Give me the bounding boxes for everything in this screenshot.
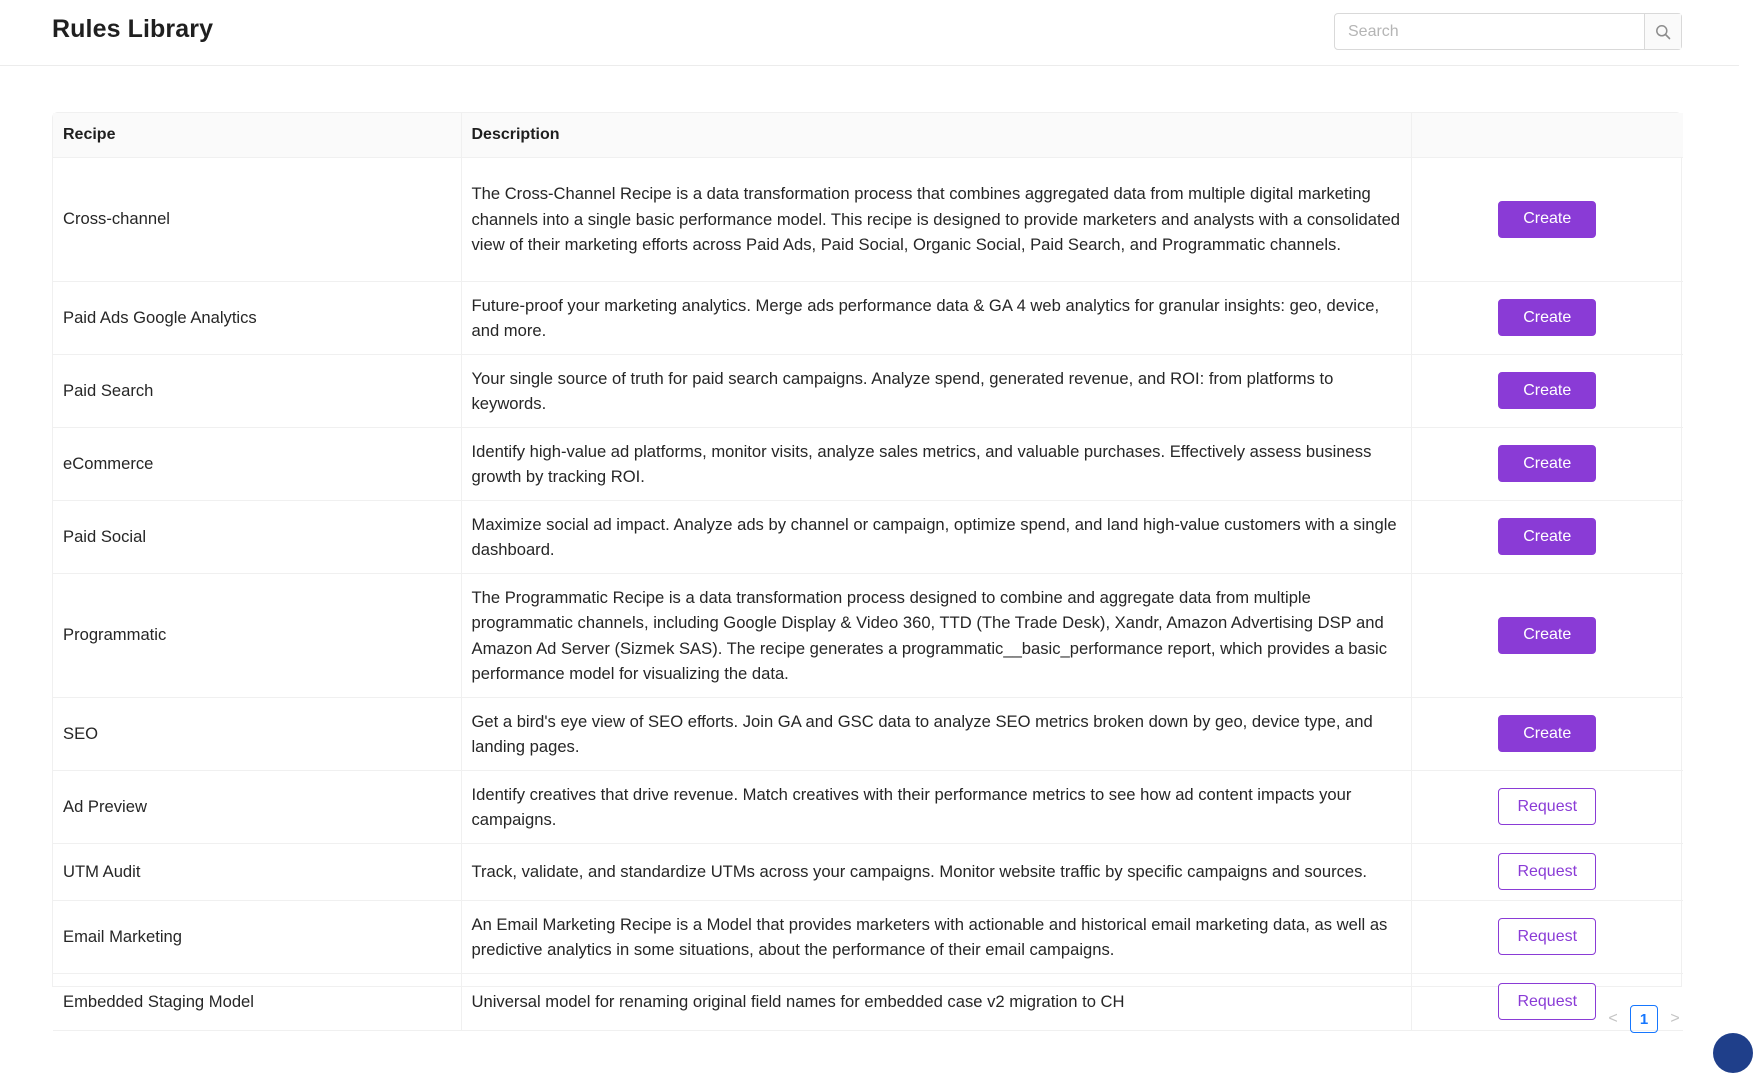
top-bar — [0, 0, 1739, 66]
recipe-name: Paid Social — [53, 500, 461, 573]
recipe-description: The Programmatic Recipe is a data transformation process designed to combine and aggregate data from multiple programmatic channels, including Google Display & Video 360, TTD (The Trade Desk), Xandr, Amazon Advertising DSP and Amazon Ad Server (Sizmek SAS). The recipe generates a programmatic__basic_performance report, which provides a basic performance model for visualizing the data. — [461, 573, 1411, 697]
search-icon — [1655, 24, 1671, 40]
recipe-name: Ad Preview — [53, 770, 461, 843]
action-cell — [1411, 354, 1683, 427]
table-row — [53, 973, 1683, 1030]
table-row — [53, 500, 1683, 573]
recipe-description: Maximize social ad impact. Analyze ads by channel or campaign, optimize spend, and land high-value customers with a single dashboard. — [461, 500, 1411, 573]
action-cell — [1411, 900, 1683, 973]
request-button[interactable]: Request — [1498, 983, 1596, 1020]
table-row — [53, 900, 1683, 973]
search-box — [1334, 13, 1682, 50]
create-button[interactable]: Create — [1498, 715, 1596, 752]
action-cell — [1411, 770, 1683, 843]
table-row — [53, 354, 1683, 427]
recipe-description: Universal model for renaming original field names for embedded case v2 migration to CH — [461, 973, 1411, 1030]
recipe-name: Programmatic — [53, 573, 461, 697]
column-header-action — [1411, 113, 1683, 157]
request-button[interactable]: Request — [1498, 788, 1596, 825]
table-row — [53, 770, 1683, 843]
recipe-description: Get a bird's eye view of SEO efforts. Join GA and GSC data to analyze SEO metrics broken down by geo, device type, and landing pages. — [461, 697, 1411, 770]
create-button[interactable]: Create — [1498, 617, 1596, 654]
table-row — [53, 843, 1683, 900]
table-row — [53, 281, 1683, 354]
corner-decoration — [1713, 1033, 1753, 1073]
table-row — [53, 427, 1683, 500]
create-button[interactable]: Create — [1498, 518, 1596, 555]
table-row — [53, 697, 1683, 770]
recipe-description: An Email Marketing Recipe is a Model that provides marketers with actionable and historical email marketing data, as well as predictive analytics in some situations, about the performance of their email campaigns. — [461, 900, 1411, 973]
recipe-description: Identify high-value ad platforms, monitor visits, analyze sales metrics, and valuable purchases. Effectively assess business growth by tracking ROI. — [461, 427, 1411, 500]
recipe-name: UTM Audit — [53, 843, 461, 900]
action-cell — [1411, 573, 1683, 697]
recipe-name: Paid Ads Google Analytics — [53, 281, 461, 354]
table-row — [53, 573, 1683, 697]
recipe-name: eCommerce — [53, 427, 461, 500]
create-button[interactable]: Create — [1498, 445, 1596, 482]
action-cell — [1411, 843, 1683, 900]
request-button[interactable]: Request — [1498, 853, 1596, 890]
recipe-name: Embedded Staging Model — [53, 973, 461, 1030]
table-header-row — [53, 113, 1683, 157]
pagination-page-1[interactable]: 1 — [1630, 1005, 1658, 1033]
pagination — [1600, 1005, 1688, 1033]
recipe-name: Email Marketing — [53, 900, 461, 973]
recipe-name: Cross-channel — [53, 157, 461, 281]
create-button[interactable]: Create — [1498, 201, 1596, 238]
page-title: Rules Library — [52, 15, 214, 43]
pagination-prev-button[interactable]: < — [1608, 1010, 1618, 1027]
column-header-description: Description — [461, 113, 1411, 157]
recipe-description: Future-proof your marketing analytics. Merge ads performance data & GA 4 web analytics for granular insights: geo, device, and more. — [461, 281, 1411, 354]
recipe-description: The Cross-Channel Recipe is a data transformation process that combines aggregated data from multiple digital marketing channels into a single basic performance model. This recipe is designed to provide marketers and analysts with a consolidated view of their marketing efforts across Paid Ads, Paid Social, Organic Social, Paid Search, and Programmatic channels. — [461, 157, 1411, 281]
create-button[interactable]: Create — [1498, 372, 1596, 409]
recipe-description: Identify creatives that drive revenue. Match creatives with their performance metrics to see how ad content impacts your campaigns. — [461, 770, 1411, 843]
action-cell — [1411, 281, 1683, 354]
pagination-next-button[interactable]: > — [1670, 1010, 1680, 1027]
action-cell — [1411, 697, 1683, 770]
recipe-name: SEO — [53, 697, 461, 770]
action-cell — [1411, 500, 1683, 573]
action-cell — [1411, 427, 1683, 500]
search-input[interactable] — [1335, 14, 1644, 49]
recipe-name: Paid Search — [53, 354, 461, 427]
column-header-recipe: Recipe — [53, 113, 461, 157]
request-button[interactable]: Request — [1498, 918, 1596, 955]
recipe-description: Your single source of truth for paid search campaigns. Analyze spend, generated revenue, and ROI: from platforms to keywords. — [461, 354, 1411, 427]
action-cell — [1411, 157, 1683, 281]
search-button[interactable] — [1644, 14, 1681, 49]
create-button[interactable]: Create — [1498, 299, 1596, 336]
rules-table — [52, 112, 1682, 1012]
recipe-description: Track, validate, and standardize UTMs across your campaigns. Monitor website traffic by specific campaigns and sources. — [461, 843, 1411, 900]
table-row — [53, 157, 1683, 281]
